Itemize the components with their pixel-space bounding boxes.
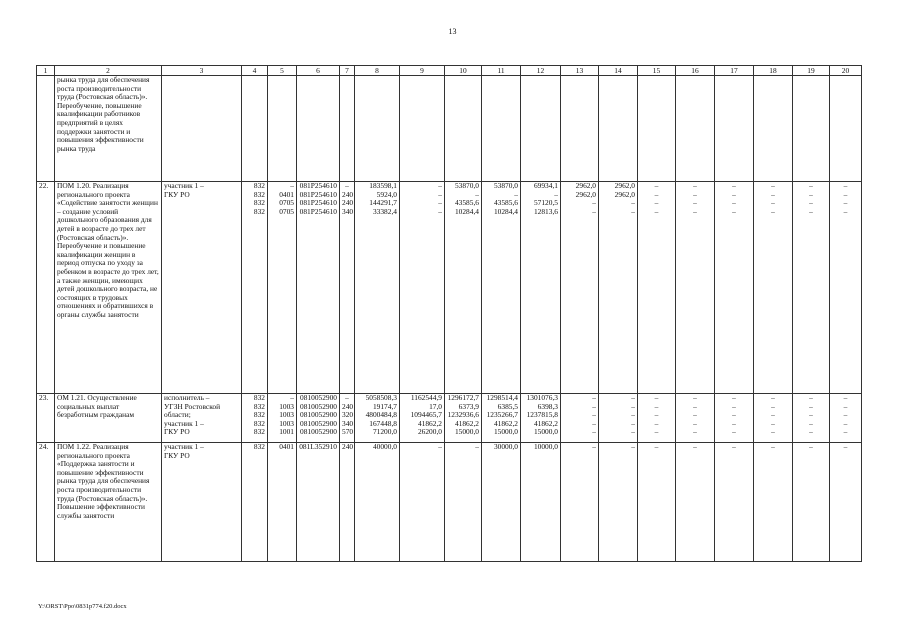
cell-c20	[830, 443, 862, 562]
cell-line: –	[732, 410, 736, 420]
cell-line: 2962,0	[614, 189, 635, 199]
cell-line: –	[843, 442, 848, 451]
cell-line: 12813,6	[533, 206, 558, 216]
cell-line: 1301076,3	[526, 393, 558, 402]
cell-line: 41862,2	[454, 418, 479, 428]
cell-line: –	[732, 442, 736, 451]
measure-name: ПОМ 1.20. Реализация регионального проекта «Содействие занятости женщин – создание условий дошкольного образования для детей в возрасте до трех лет (Ростовская область)». Переобучение и повышение квалификации женщин в период отпуска по уходу за ребенком в возрасте до трех лет, а также женщин, имеющих детей дошкольного возраста, не состоящих в трудовых отношениях и обратившихся в органы службы занятости	[55, 182, 162, 394]
cell-line: –	[631, 206, 635, 216]
cell-line: –	[592, 401, 596, 411]
cell-line: 144291,7	[369, 198, 397, 208]
cell-line: –	[732, 393, 736, 402]
cell-c13	[561, 443, 599, 562]
column-number-16: 16	[676, 66, 715, 76]
cell-line: 15000,0	[454, 427, 479, 437]
cell-line: 832	[253, 181, 265, 190]
cell-c17	[715, 394, 754, 443]
cell-line: –	[809, 393, 813, 402]
cell-line: –	[592, 410, 596, 420]
column-number-12: 12	[521, 66, 561, 76]
cell-line: 832	[253, 401, 265, 411]
cell-line: 53870,0	[493, 181, 518, 190]
cell-line: 081P254610	[299, 198, 337, 208]
cell-c10	[445, 443, 482, 562]
cell-line: участник 1 –	[164, 442, 204, 451]
cell-line: 53870,0	[454, 181, 479, 190]
cell-line: –	[631, 427, 635, 437]
cell-exec	[162, 182, 242, 394]
cell-line: 1003	[279, 401, 294, 411]
cell-line: –	[592, 427, 596, 437]
cell-line: –	[843, 206, 848, 216]
cell-line: 081P254610	[299, 206, 337, 216]
row-number: 22.	[37, 182, 55, 394]
cell-csr	[297, 443, 340, 562]
column-number-8: 8	[355, 66, 400, 76]
cell-line: –	[809, 198, 813, 208]
cell-line: 6373,9	[458, 401, 479, 411]
cell-line: –	[771, 206, 775, 216]
cell-line: 832	[253, 393, 265, 402]
cell-line: –	[843, 393, 848, 402]
cell-line: 0810052900	[300, 418, 337, 428]
cell-line: –	[438, 189, 442, 199]
cell-line: 0705	[279, 206, 294, 216]
cell-line: –	[732, 427, 736, 437]
cell-c16	[676, 76, 715, 182]
cell-line: 15000,0	[493, 427, 518, 437]
cell-c8	[355, 394, 400, 443]
cell-line: 1298514,4	[486, 393, 518, 402]
cell-c16	[676, 394, 715, 443]
cell-line: –	[592, 418, 596, 428]
cell-line: –	[693, 427, 697, 437]
column-number-20: 20	[830, 66, 862, 76]
cell-line: –	[631, 198, 635, 208]
cell-c12	[521, 76, 561, 182]
column-number-17: 17	[715, 66, 754, 76]
cell-line: –	[654, 418, 659, 428]
cell-rz	[268, 182, 297, 394]
cell-line: –	[654, 189, 659, 199]
cell-line: 0810052900	[300, 401, 337, 411]
cell-c19	[793, 443, 830, 562]
cell-line: 40000,0	[372, 442, 397, 451]
cell-line: –	[809, 442, 813, 451]
cell-line: 0810052900	[300, 427, 337, 437]
cell-line: 320	[342, 410, 354, 420]
cell-c14	[599, 182, 638, 394]
cell-line: –	[771, 393, 775, 402]
cell-line: –	[732, 401, 736, 411]
cell-line: 26200,0	[417, 427, 442, 437]
cell-c8	[355, 443, 400, 562]
cell-vr	[340, 394, 355, 443]
cell-rz	[268, 76, 297, 182]
cell-line: –	[771, 181, 775, 190]
cell-grbs	[242, 394, 268, 443]
cell-line: –	[654, 198, 659, 208]
cell-line: –	[654, 410, 659, 420]
cell-c11	[482, 76, 521, 182]
cell-line: –	[771, 442, 775, 451]
cell-c18	[754, 76, 793, 182]
cell-line: 0810052900	[300, 410, 337, 420]
column-number-14: 14	[599, 66, 638, 76]
cell-line: 340	[342, 206, 354, 216]
cell-line: –	[732, 206, 736, 216]
cell-c9	[400, 76, 445, 182]
cell-c14	[599, 76, 638, 182]
cell-line: 41862,2	[493, 418, 518, 428]
cell-line: 43585,6	[493, 198, 518, 208]
cell-grbs	[242, 443, 268, 562]
table-row	[37, 394, 862, 443]
cell-line: 57120,5	[533, 198, 558, 208]
cell-c20	[830, 76, 862, 182]
cell-line: 570	[342, 427, 354, 437]
cell-line: исполнитель –	[164, 393, 210, 402]
cell-line: 43585,6	[454, 198, 479, 208]
column-number-3: 3	[162, 66, 242, 76]
page-number: 13	[448, 27, 457, 36]
cell-c18	[754, 394, 793, 443]
cell-line: 19174,7	[372, 401, 397, 411]
cell-line: –	[843, 189, 848, 199]
cell-line: –	[631, 418, 635, 428]
cell-c19	[793, 182, 830, 394]
column-number-11: 11	[482, 66, 521, 76]
cell-c19	[793, 394, 830, 443]
cell-line: –	[554, 189, 558, 199]
cell-line: 2962,0	[614, 181, 635, 190]
cell-line: 183598,1	[369, 181, 397, 190]
column-number-13: 13	[561, 66, 599, 76]
cell-line: –	[693, 181, 697, 190]
cell-line: области;	[164, 410, 191, 420]
cell-c9	[400, 182, 445, 394]
cell-line: 0401	[279, 189, 294, 199]
cell-c15	[638, 182, 676, 394]
cell-c13	[561, 76, 599, 182]
cell-line: 1094465,7	[410, 410, 442, 420]
cell-line: –	[592, 206, 596, 216]
cell-line: –	[654, 427, 659, 437]
cell-line: 1162544,9	[410, 393, 442, 402]
cell-line: 69934,1	[533, 181, 558, 190]
cell-line: –	[771, 410, 775, 420]
column-number-header	[37, 66, 862, 76]
cell-c14	[599, 394, 638, 443]
cell-line: –	[843, 401, 848, 411]
cell-line: 5058508,3	[365, 393, 397, 402]
cell-line: –	[592, 442, 596, 451]
cell-line: –	[693, 189, 697, 199]
column-number-4: 4	[242, 66, 268, 76]
cell-c11	[482, 182, 521, 394]
cell-vr	[340, 76, 355, 182]
cell-exec	[162, 443, 242, 562]
cell-c10	[445, 394, 482, 443]
column-number-19: 19	[793, 66, 830, 76]
cell-line: 1003	[279, 410, 294, 420]
cell-line: –	[345, 181, 349, 190]
cell-line: –	[809, 189, 813, 199]
cell-line: –	[693, 418, 697, 428]
cell-line: 2962,0	[575, 189, 596, 199]
measure-name: ОМ 1.21. Осуществление социальных выплат безработным гражданам	[55, 394, 162, 443]
cell-line: 10284,4	[454, 206, 479, 216]
cell-line: 15000,0	[533, 427, 558, 437]
cell-vr	[340, 443, 355, 562]
cell-line: –	[843, 418, 848, 428]
cell-line: ГКУ РО	[164, 427, 190, 437]
cell-line: –	[771, 401, 775, 411]
cell-line: 71200,0	[372, 427, 397, 437]
cell-line: 832	[253, 442, 265, 451]
cell-line: ГКУ РО	[164, 450, 190, 460]
row-number	[37, 76, 55, 182]
column-number-2: 2	[55, 66, 162, 76]
cell-line: –	[693, 410, 697, 420]
cell-line: участник 1 –	[164, 418, 204, 428]
cell-grbs	[242, 76, 268, 182]
cell-line: –	[290, 181, 294, 190]
cell-line: –	[290, 393, 294, 402]
cell-line: 832	[253, 410, 265, 420]
cell-line: –	[809, 206, 813, 216]
cell-line: –	[438, 198, 442, 208]
table-row	[37, 443, 862, 562]
cell-line: 30000,0	[493, 442, 518, 451]
cell-c18	[754, 443, 793, 562]
cell-line: 832	[253, 198, 265, 208]
cell-line: –	[771, 189, 775, 199]
cell-c20	[830, 394, 862, 443]
cell-line: –	[654, 206, 659, 216]
cell-line: –	[771, 418, 775, 428]
cell-c13	[561, 394, 599, 443]
cell-c19	[793, 76, 830, 182]
table-body	[37, 66, 862, 562]
cell-c14	[599, 443, 638, 562]
cell-line: –	[475, 189, 479, 199]
cell-c17	[715, 76, 754, 182]
cell-line: –	[843, 427, 848, 437]
column-number-18: 18	[754, 66, 793, 76]
cell-line: –	[654, 401, 659, 411]
cell-line: 081P254610	[299, 189, 337, 199]
cell-line: ГКУ РО	[164, 189, 190, 199]
cell-line: 0705	[279, 198, 294, 208]
cell-line: –	[475, 442, 479, 451]
cell-line: 4800484,8	[365, 410, 397, 420]
cell-line: –	[654, 442, 659, 451]
cell-line: –	[771, 198, 775, 208]
cell-c15	[638, 76, 676, 182]
cell-exec	[162, 76, 242, 182]
cell-line: УГЗН Ростовской	[164, 401, 221, 411]
row-number: 23.	[37, 394, 55, 443]
cell-line: –	[809, 410, 813, 420]
cell-line: –	[438, 181, 442, 190]
cell-line: –	[732, 418, 736, 428]
column-number-5: 5	[268, 66, 297, 76]
cell-c9	[400, 443, 445, 562]
cell-c20	[830, 182, 862, 394]
cell-csr	[297, 394, 340, 443]
cell-line: 1237815,8	[526, 410, 558, 420]
cell-rz	[268, 394, 297, 443]
cell-vr	[340, 182, 355, 394]
cell-line: –	[771, 427, 775, 437]
cell-line: –	[732, 189, 736, 199]
cell-line: –	[843, 410, 848, 420]
cell-exec	[162, 394, 242, 443]
cell-line: 1296172,7	[447, 393, 479, 402]
cell-line: участник 1 –	[164, 181, 204, 190]
column-number-15: 15	[638, 66, 676, 76]
row-number: 24.	[37, 443, 55, 562]
cell-line: –	[654, 181, 659, 190]
column-number-9: 9	[400, 66, 445, 76]
cell-line: 081L352910	[299, 442, 337, 451]
measure-name: ПОМ 1.22. Реализация регионального проекта «Поддержка занятости и повышение эффективности рынка труда для обеспечения роста производительности труда (Ростовская область)». Повышение эффективности службы занятости	[55, 443, 162, 562]
cell-line: 2962,0	[575, 181, 596, 190]
cell-c18	[754, 182, 793, 394]
cell-line: 41862,2	[417, 418, 442, 428]
cell-line: 240	[342, 198, 354, 208]
cell-line: 240	[342, 401, 354, 411]
cell-line: 33382,4	[372, 206, 397, 216]
cell-line: 1003	[279, 418, 294, 428]
cell-line: –	[514, 189, 518, 199]
cell-line: –	[732, 198, 736, 208]
cell-line: –	[592, 393, 596, 402]
cell-line: 1235266,7	[486, 410, 518, 420]
budget-table	[36, 65, 862, 562]
cell-line: 167448,8	[369, 418, 397, 428]
table-row	[37, 182, 862, 394]
cell-c10	[445, 76, 482, 182]
cell-line: 10284,4	[493, 206, 518, 216]
cell-c17	[715, 182, 754, 394]
cell-line: –	[631, 410, 635, 420]
cell-line: 240	[342, 189, 354, 199]
cell-line: 832	[253, 206, 265, 216]
table-row	[37, 76, 862, 182]
cell-line: –	[693, 393, 697, 402]
cell-line: –	[809, 427, 813, 437]
column-number-1: 1	[37, 66, 55, 76]
footer-file-path: Y:\ORST\Ppo\0831p774.f20.docx	[38, 603, 127, 610]
column-number-10: 10	[445, 66, 482, 76]
cell-line: –	[843, 198, 848, 208]
cell-line: –	[345, 393, 349, 402]
cell-line: 340	[342, 418, 354, 428]
cell-line: 832	[253, 189, 265, 199]
cell-c12	[521, 394, 561, 443]
cell-line: 6385,5	[497, 401, 518, 411]
cell-line: –	[592, 198, 596, 208]
cell-line: –	[693, 206, 697, 216]
cell-line: –	[693, 442, 697, 451]
cell-c10	[445, 182, 482, 394]
cell-line: –	[654, 393, 659, 402]
cell-c16	[676, 182, 715, 394]
cell-line: –	[631, 442, 635, 451]
cell-line: –	[438, 206, 442, 216]
cell-grbs	[242, 182, 268, 394]
cell-line: 1232936,6	[447, 410, 479, 420]
cell-line: 240	[342, 442, 354, 451]
cell-line: 081P254610	[299, 181, 337, 190]
cell-c12	[521, 443, 561, 562]
cell-line: 41862,2	[533, 418, 558, 428]
cell-c8	[355, 182, 400, 394]
cell-c8	[355, 76, 400, 182]
cell-line: 832	[253, 418, 265, 428]
cell-c11	[482, 443, 521, 562]
cell-line: 832	[253, 427, 265, 437]
cell-line: 1001	[279, 427, 294, 437]
cell-rz	[268, 443, 297, 562]
cell-csr	[297, 182, 340, 394]
cell-line: –	[631, 401, 635, 411]
measure-name: рынка труда для обеспечения роста производительности труда (Ростовская область)». Переобучение, повышение квалификации работников предприятий в целях поддержки занятости и повышения эффективности рынка труда	[55, 76, 162, 182]
cell-line: –	[732, 181, 736, 190]
cell-line: –	[809, 418, 813, 428]
cell-line: 0401	[279, 442, 294, 451]
cell-line: 6398,3	[537, 401, 558, 411]
cell-line: 0810052900	[300, 393, 337, 402]
cell-c17	[715, 443, 754, 562]
cell-line: –	[693, 198, 697, 208]
column-number-7: 7	[340, 66, 355, 76]
column-number-6: 6	[297, 66, 340, 76]
cell-c11	[482, 394, 521, 443]
cell-c13	[561, 182, 599, 394]
cell-line: 17,0	[429, 401, 442, 411]
cell-line: –	[843, 181, 848, 190]
cell-csr	[297, 76, 340, 182]
cell-line: –	[438, 442, 442, 451]
cell-line: –	[809, 401, 813, 411]
cell-c9	[400, 394, 445, 443]
cell-line: –	[809, 181, 813, 190]
cell-c15	[638, 443, 676, 562]
cell-c15	[638, 394, 676, 443]
cell-c16	[676, 443, 715, 562]
cell-line: –	[693, 401, 697, 411]
cell-line: 5924,0	[376, 189, 397, 199]
cell-line: 10000,0	[533, 442, 558, 451]
cell-c12	[521, 182, 561, 394]
cell-line: –	[631, 393, 635, 402]
